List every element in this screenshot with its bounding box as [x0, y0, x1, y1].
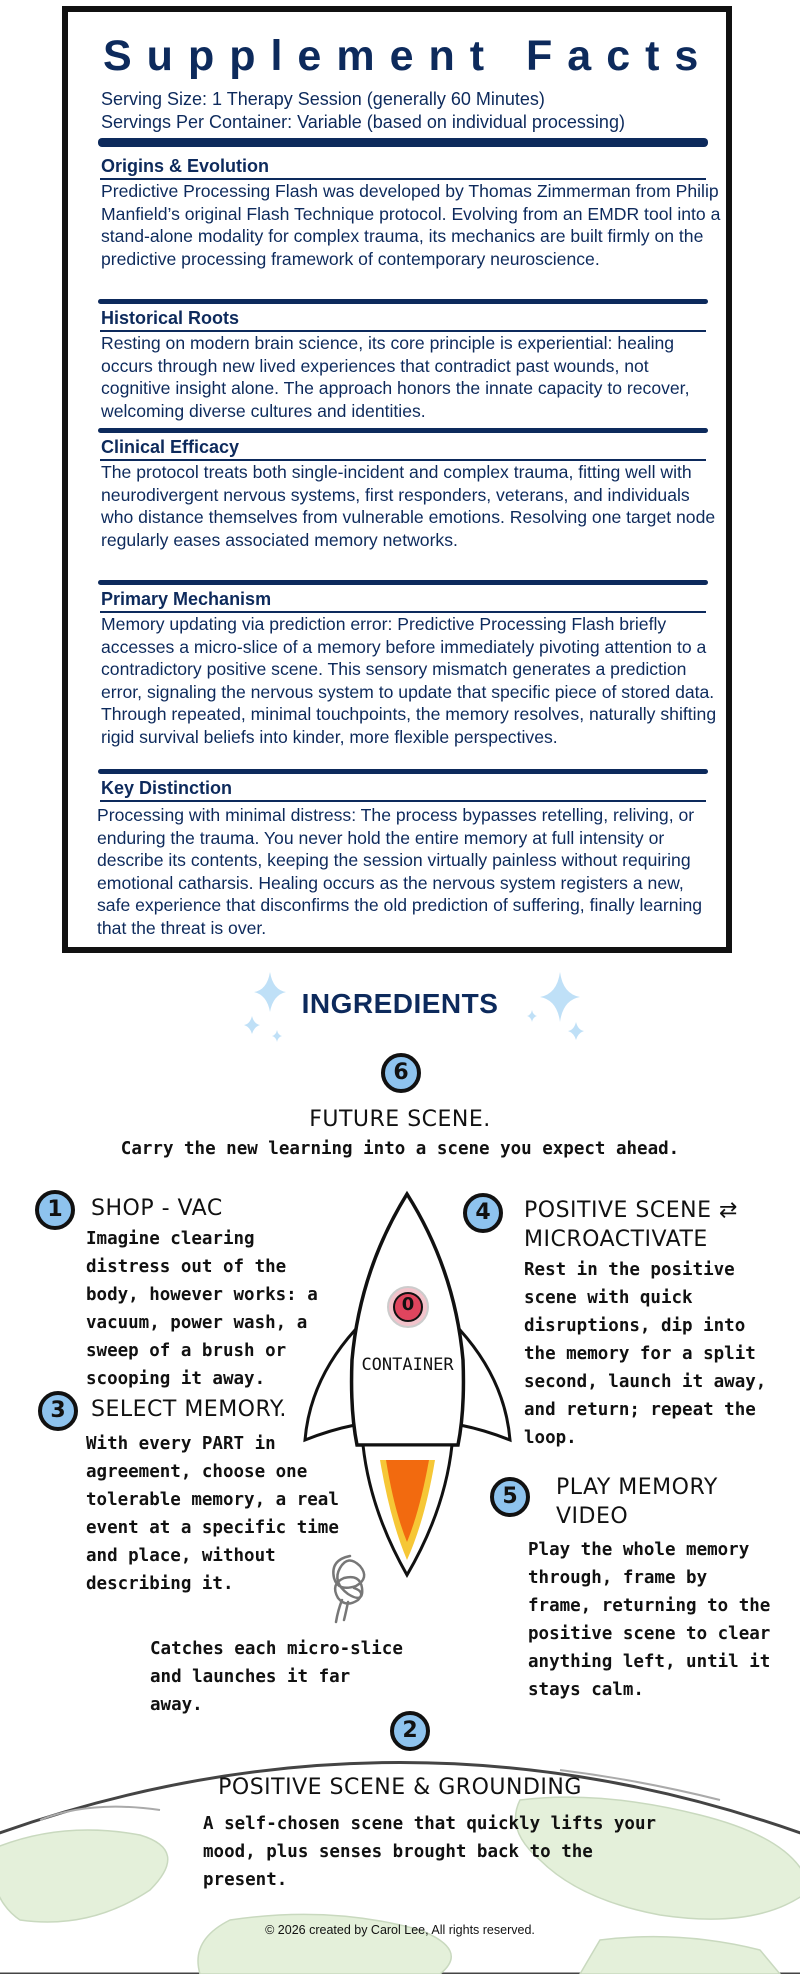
step-title: POSITIVE SCENE & GROUNDING [218, 1775, 582, 1800]
step-text: Imagine clearing distress out of the body, however works: a vacuum, power wash, a sweep of a brush or scooping it away. [86, 1229, 318, 1389]
section-divider [98, 769, 708, 774]
step-number-badge: 1 [35, 1190, 75, 1230]
divider [100, 800, 706, 802]
container-label: CONTAINER [361, 1355, 454, 1375]
step-title: SELECT MEMORY. [91, 1397, 287, 1422]
step-number-badge: 4 [463, 1193, 503, 1233]
section-heading: Primary Mechanism [101, 589, 272, 609]
step-text: Carry the new learning into a scene you expect ahead. [120, 1139, 680, 1159]
container-number: 0 [401, 1294, 415, 1315]
serving-size: Serving Size: 1 Therapy Session (generally 60 Minutes) [101, 89, 545, 109]
step-number-badge: 5 [490, 1477, 530, 1517]
step-number-badge: 6 [381, 1053, 421, 1093]
section-divider [98, 299, 708, 304]
supplement-facts-panel [62, 6, 732, 953]
thick-divider [98, 138, 708, 147]
section-heading: Origins & Evolution [101, 156, 270, 176]
section-heading: Key Distinction [101, 778, 233, 798]
section-body: Processing with minimal distress: The process bypasses retelling, reliving, or enduring the trauma. You never hold the entire memory at full intensity or describe its contents, keeping the session virtually painless without requiring emotional catharsis. Healing occurs as the nervous system registers a new, safe experience that disconfirms the old prediction of suffering, finally learning that the threat is over. [97, 805, 703, 938]
container-caption: Catches each micro-slice and launches it far away. [150, 1639, 403, 1715]
step-text: With every PART in agreement, choose one tolerable memory, a real event at a specific time and place, without describing it. [86, 1434, 339, 1594]
facts-title: Supplement Facts [103, 32, 714, 80]
servings-per-container: Servings Per Container: Variable (based on individual processing) [101, 112, 625, 132]
section-body: Predictive Processing Flash was developed by Thomas Zimmerman from Philip Manfield’s original Flash Technique protocol. Evolving from an EMDR tool into a stand-alone modality for complex trauma, its mechanics are built firmly on the predictive processing framework of contemporary neuroscience. [101, 181, 721, 269]
step-text: A self-chosen scene that quickly lifts your mood, plus senses brought back to the present. [203, 1814, 657, 1890]
section-divider [98, 580, 708, 585]
section-body: Memory updating via prediction error: Predictive Processing Flash briefly accesses a micro-slice of a memory before immediately pivoting attention to a contradictory positive scene. This sensory mismatch generates a prediction error, signaling the nervous system to update that specific piece of stored data. Through repeated, minimal touchpoints, the memory resolves, naturally shifting rigid survival beliefs into kinder, more flexible perspectives. [101, 614, 717, 747]
step-number-badge: 2 [390, 1711, 430, 1751]
copyright-footer: © 2026 created by Carol Lee, All rights reserved. [265, 1923, 535, 1937]
step-text: Rest in the positive scene with quick disruptions, dip into the memory for a split second, launch it away, and return; repeat the loop. [524, 1260, 767, 1448]
step-title: FUTURE SCENE. [309, 1107, 491, 1132]
step-title: POSITIVE SCENE ⇄ MICROACTIVATE [524, 1198, 738, 1252]
section-body: Resting on modern brain science, its core principle is experiential: healing occurs through new lived experiences that contradict past wounds, not cognitive insight alone. The approach honors the innate capacity to recover, welcoming diverse cultures and identities. [101, 333, 690, 421]
step-title: PLAY MEMORY VIDEO [556, 1475, 718, 1529]
section-heading: Clinical Efficacy [101, 437, 240, 457]
step-text: Play the whole memory through, frame by frame, returning to the positive scene to clear anything left, until it stays calm. [528, 1540, 771, 1700]
ingredients-title: INGREDIENTS [301, 988, 499, 1019]
section-heading: Historical Roots [101, 308, 240, 328]
step-number-badge: 3 [38, 1391, 78, 1431]
step-title: SHOP - VAC [91, 1196, 223, 1221]
section-body: The protocol treats both single-incident and complex trauma, fitting well with neurodivergent nervous systems, first responders, veterans, and individuals who distance themselves from vulnerable emotions. Resolving one target node regularly eases associated memory networks. [101, 462, 716, 550]
section-divider [98, 428, 708, 433]
